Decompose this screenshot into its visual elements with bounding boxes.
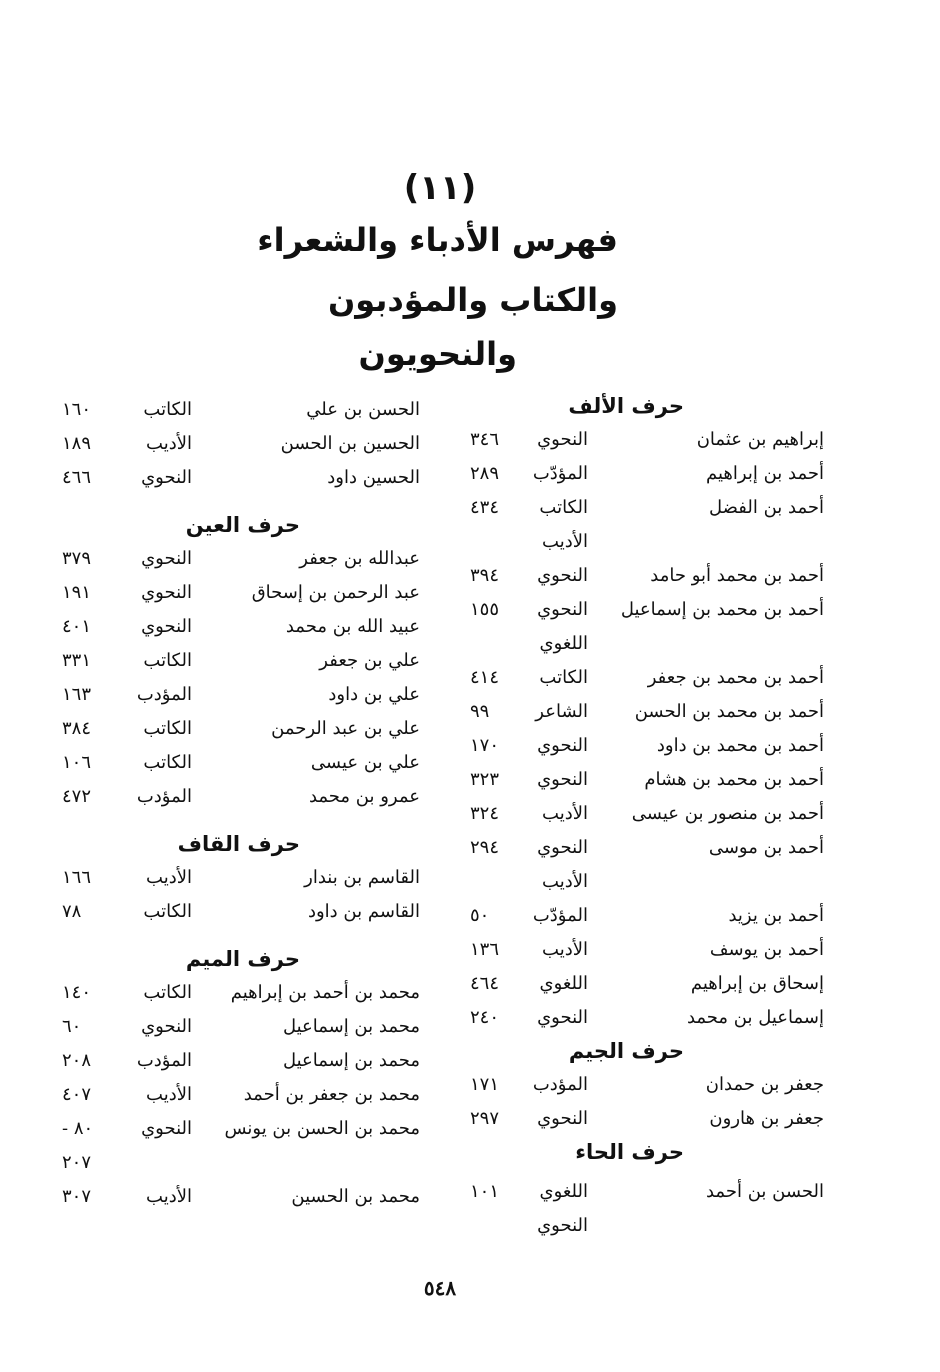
alif-entries <box>470 423 824 1035</box>
letter-heading-qaf: حرف القاف <box>177 832 300 856</box>
entry-name: محمد بن إسماعيل <box>282 1016 420 1037</box>
entry-page <box>470 525 512 559</box>
entry-page: ٣٢٣ <box>470 769 500 790</box>
entry-name: عبد الرحمن بن إسحاق <box>251 582 420 603</box>
entry-type: النحوي <box>141 582 192 603</box>
index-entry <box>62 393 420 427</box>
entry-page: ١٤٠ <box>62 982 92 1003</box>
index-entry <box>470 695 824 729</box>
entry-page: ٣٢٤ <box>470 803 500 824</box>
entry-name: أحمد بن محمد بن داود <box>656 735 824 756</box>
entry-type: اللغوي <box>539 973 588 994</box>
entry-name: علي بن عبد الرحمن <box>271 718 420 739</box>
entry-name: أحمد بن محمد بن إسماعيل <box>620 599 824 620</box>
entry-page: ١٦٣ <box>62 684 92 705</box>
index-entry <box>470 1102 824 1136</box>
entry-type: النحوي <box>141 1016 192 1037</box>
entry-page: ١٧١ <box>470 1074 500 1095</box>
entry-page: ١٨٩ <box>62 433 92 454</box>
entry-name: علي بن داود <box>328 684 420 705</box>
letter-heading-jim: حرف الجيم <box>568 1039 684 1063</box>
entry-name: جعفر بن حمدان <box>705 1074 824 1095</box>
ayn-entries <box>62 542 420 814</box>
entry-name <box>588 1209 824 1243</box>
index-entry <box>470 1175 824 1209</box>
entry-type: الكاتب <box>143 650 192 671</box>
index-title-line-1: فهرس الأدباء والشعراء <box>257 221 618 259</box>
entry-page: ٣٧٩ <box>62 548 92 569</box>
entry-type: النحوي <box>537 429 588 450</box>
entry-name: الحسين داود <box>327 467 420 488</box>
entry-name: الحسن بن علي <box>306 399 420 420</box>
entry-page: ٣٩٤ <box>470 565 500 586</box>
entry-type: النحوي <box>537 1108 588 1129</box>
index-entry <box>470 423 824 457</box>
entry-name: أحمد بن يزيد <box>728 905 824 926</box>
entry-page: ٢٠٨ <box>62 1050 92 1071</box>
index-entry <box>62 610 420 644</box>
index-entry <box>62 780 420 814</box>
index-entry <box>62 895 420 929</box>
entry-type: الكاتب <box>539 497 588 518</box>
index-title-line-3: والنحويون <box>358 335 517 373</box>
ha-continued-entries <box>62 393 420 495</box>
entry-type: الأديب <box>542 939 588 960</box>
entry-name: أحمد بن الفضل <box>709 497 824 518</box>
entry-type: الشاعر <box>535 701 588 722</box>
entry-name: جعفر بن هارون <box>709 1108 824 1129</box>
entry-name: علي بن عيسى <box>310 752 420 773</box>
entry-page: ١٦٦ <box>62 867 92 888</box>
entry-type: الكاتب <box>143 901 192 922</box>
entry-type: الكاتب <box>143 399 192 420</box>
index-entry <box>470 899 824 933</box>
entry-type: المؤدب <box>136 1050 192 1071</box>
entry-name: عمرو بن محمد <box>308 786 420 807</box>
entry-type: النحوي <box>537 735 588 756</box>
entry-name: أحمد بن منصور بن عيسى <box>631 803 824 824</box>
entry-page: ٨٠ - <box>62 1118 94 1139</box>
entry-page: ٧٨ <box>62 901 82 922</box>
entry-page: ٤٠٧ <box>62 1084 92 1105</box>
entry-page: ١٠١ <box>470 1181 500 1202</box>
entry-page <box>470 627 512 661</box>
index-entry <box>470 525 824 559</box>
entry-type: الكاتب <box>539 667 588 688</box>
entry-name: أحمد بن موسى <box>708 837 824 858</box>
entry-page: ٤٣٤ <box>470 497 500 518</box>
entry-page <box>470 1209 512 1243</box>
right-column <box>470 390 824 1243</box>
entry-type: المؤدب <box>136 786 192 807</box>
entry-page: ١٧٠ <box>470 735 500 756</box>
entry-page <box>470 865 512 899</box>
entry-type: الكاتب <box>143 718 192 739</box>
entry-page: ٢٤٠ <box>470 1007 500 1028</box>
index-entry <box>62 542 420 576</box>
entry-name: القاسم بن داود <box>307 901 420 922</box>
entry-type: النحوي <box>537 565 588 586</box>
entry-name: إسماعيل بن محمد <box>686 1007 824 1028</box>
page-number: ٥٤٨ <box>423 1276 457 1300</box>
index-entry <box>62 976 420 1010</box>
letter-heading-ayn: حرف العين <box>185 513 300 537</box>
index-entry <box>470 865 824 899</box>
entry-page: ٤١٤ <box>470 667 500 688</box>
mim-entries <box>62 976 420 1214</box>
index-entry <box>470 1209 824 1243</box>
entry-name <box>192 1146 420 1180</box>
index-entry <box>470 831 824 865</box>
entry-type: المؤدب <box>532 1074 588 1095</box>
entry-type: المؤدّب <box>532 905 588 926</box>
entry-name: أحمد بن محمد أبو حامد <box>650 565 824 586</box>
entry-name: محمد بن الحسين <box>291 1186 420 1207</box>
index-entry <box>62 461 420 495</box>
letter-heading-ha: حرف الحاء <box>575 1140 684 1164</box>
entry-name: محمد بن الحسن بن يونس <box>224 1118 420 1139</box>
entry-page: ٣٤٦ <box>470 429 500 450</box>
index-entry <box>470 491 824 525</box>
entry-name <box>588 865 824 899</box>
entry-page: ٢٠٧ <box>62 1152 92 1173</box>
entry-page: ١٩١ <box>62 582 92 603</box>
entry-name: إسحاق بن إبراهيم <box>690 973 824 994</box>
index-entry <box>62 678 420 712</box>
qaf-entries <box>62 861 420 929</box>
entry-type: النحوي <box>537 1007 588 1028</box>
entry-page: ٢٩٤ <box>470 837 500 858</box>
entry-type: اللغوي <box>539 633 588 654</box>
entry-name: إبراهيم بن عثمان <box>696 429 824 450</box>
entry-type: الأديب <box>146 433 192 454</box>
index-entry <box>62 712 420 746</box>
entry-name: أحمد بن محمد بن الحسن <box>634 701 824 722</box>
entry-type: النحوي <box>141 1118 192 1139</box>
index-entry <box>470 593 824 627</box>
entry-name: أحمد بن محمد بن جعفر <box>647 667 824 688</box>
entry-type: النحوي <box>537 769 588 790</box>
entry-type: الكاتب <box>143 752 192 773</box>
entry-type: النحوي <box>141 467 192 488</box>
jim-entries <box>470 1068 824 1136</box>
entry-type: الأديب <box>542 531 588 552</box>
index-entry <box>470 627 824 661</box>
entry-type: المؤدّب <box>532 463 588 484</box>
entry-name: محمد بن إسماعيل <box>282 1050 420 1071</box>
entry-type: الأديب <box>146 867 192 888</box>
index-entry <box>470 967 824 1001</box>
entry-page: ٩٩ <box>470 701 490 722</box>
entry-page: ٤٦٦ <box>62 467 92 488</box>
entry-type: النحوي <box>141 548 192 569</box>
letter-heading-mim: حرف الميم <box>185 947 300 971</box>
index-entry <box>62 576 420 610</box>
index-title-line-2: والكتاب والمؤدبون <box>327 281 618 319</box>
entry-page: ٤٦٤ <box>470 973 500 994</box>
entry-type: النحوي <box>141 616 192 637</box>
entry-type: المؤدب <box>136 684 192 705</box>
entry-type: الأديب <box>542 803 588 824</box>
entry-type: النحوي <box>537 599 588 620</box>
index-entry <box>62 746 420 780</box>
entry-type: اللغوي <box>539 1181 588 1202</box>
entry-name: عبيد الله بن محمد <box>285 616 420 637</box>
index-entry <box>62 1044 420 1078</box>
entry-page: ٤٧٢ <box>62 786 92 807</box>
entry-name: محمد بن جعفر بن أحمد <box>243 1084 420 1105</box>
entry-page: ٤٠١ <box>62 616 92 637</box>
index-entry <box>470 763 824 797</box>
index-entry <box>62 427 420 461</box>
entry-name: أحمد بن محمد بن هشام <box>644 769 824 790</box>
index-entry <box>62 861 420 895</box>
entry-type: النحوي <box>537 837 588 858</box>
index-entry <box>470 661 824 695</box>
index-entry <box>62 644 420 678</box>
entry-type: النحوي <box>537 1215 588 1236</box>
entry-name: القاسم بن بندار <box>304 867 420 888</box>
entry-page: ١٦٠ <box>62 399 92 420</box>
entry-name: محمد بن أحمد بن إبراهيم <box>230 982 420 1003</box>
entry-name: أحمد بن يوسف <box>709 939 824 960</box>
entry-page: ١٣٦ <box>470 939 500 960</box>
entry-page: ٥٠ <box>470 905 490 926</box>
index-entry <box>62 1146 420 1180</box>
index-entry <box>62 1112 420 1146</box>
section-number: (١١) <box>403 168 477 208</box>
index-entry <box>470 457 824 491</box>
entry-page: ٣٠٧ <box>62 1186 92 1207</box>
left-column <box>62 393 420 1214</box>
entry-type: الكاتب <box>143 982 192 1003</box>
entry-type: الأديب <box>146 1084 192 1105</box>
letter-heading-alif: حرف الألف <box>568 394 684 418</box>
index-entry <box>470 559 824 593</box>
index-entry <box>470 797 824 831</box>
index-entry <box>62 1078 420 1112</box>
entry-name <box>588 525 824 559</box>
index-entry <box>470 1001 824 1035</box>
entry-name: الحسين بن الحسن <box>280 433 420 454</box>
index-entry <box>470 1068 824 1102</box>
ha-entries <box>470 1175 824 1243</box>
index-entry <box>62 1010 420 1044</box>
index-entry <box>470 729 824 763</box>
entry-name: أحمد بن إبراهيم <box>706 463 824 484</box>
entry-page: ٦٠ <box>62 1016 82 1037</box>
entry-type: الأديب <box>542 871 588 892</box>
entry-page: ٣٣١ <box>62 650 92 671</box>
entry-page: ١٠٦ <box>62 752 92 773</box>
entry-page: ٣٨٤ <box>62 718 92 739</box>
entry-type: الأديب <box>146 1186 192 1207</box>
entry-name: الحسن بن أحمد <box>705 1181 824 1202</box>
entry-type <box>106 1146 192 1180</box>
entry-name <box>588 627 824 661</box>
entry-page: ١٥٥ <box>470 599 500 620</box>
entry-name: علي بن جعفر <box>319 650 420 671</box>
entry-name: عبدالله بن جعفر <box>299 548 420 569</box>
entry-page: ٢٨٩ <box>470 463 500 484</box>
index-entry <box>470 933 824 967</box>
entry-page: ٢٩٧ <box>470 1108 500 1129</box>
index-entry <box>62 1180 420 1214</box>
